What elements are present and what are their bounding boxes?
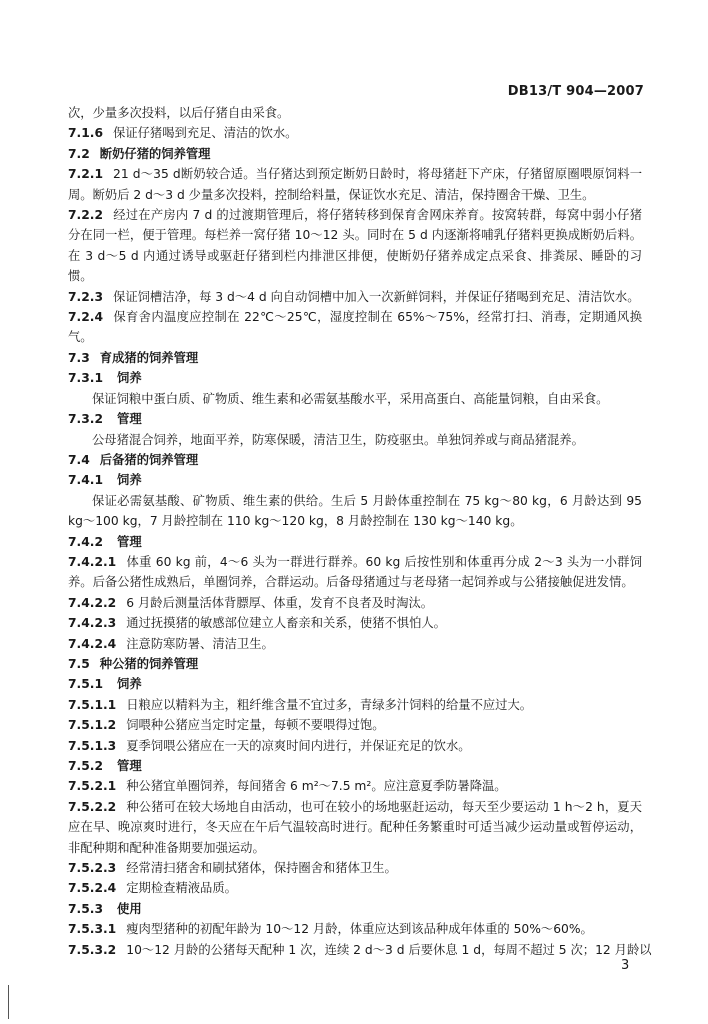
clause-number: 7.4.2.2 [68,595,117,610]
section-number: 7.3 [68,350,90,365]
subsection-number: 7.5.1 [68,677,104,692]
clause-7-2-3 [68,287,642,307]
paragraph: 保证饲粮中蛋白质、矿物质、维生素和必需氨基酸水平，采用高蛋白、高能量饲粮，自由采食。 [92,391,609,406]
clause-text: 夏季饲喂公猪应在一天的凉爽时间内进行，并保证充足的饮水。 [126,738,471,753]
clause-text: 6 月龄后测量活体背膘厚、体重，发育不良者及时淘汰。 [126,595,434,610]
clause-text: 体重 60 kg 前，4～6 头为一群进行群养。60 kg 后按性别和体重再分成 2～3 头为一小群饲养。后备公猪性成熟后，单圈饲养，合群运动。后备母猪通过与老母猪一起饲养或与公猪接触促进发情。 [68,554,642,590]
clause-text: 保证仔猪喝到充足、清洁的饮水。 [113,126,298,141]
clause-number: 7.4.2.1 [68,554,117,569]
subsection-number: 7.4.1 [68,473,104,488]
subsection-heading-7-5-1 [68,674,642,694]
section-number: 7.2 [68,146,90,161]
clause-number: 7.2.2 [68,208,104,223]
subsection-number: 7.3.2 [68,412,104,427]
clause-text: 保育舍内温度应控制在 22℃～25℃，湿度控制在 65%～75%，经常打扫、消毒，定期通风换气。 [68,310,642,345]
subsection-title: 饲养 [117,371,142,386]
clause-number: 7.5.1.3 [68,738,117,753]
clause-7-4-2-4 [68,634,642,654]
subsection-number: 7.5.2 [68,759,104,773]
clause-number: 7.5.3.2 [68,942,117,957]
subsection-heading-7-4-1 [68,470,642,490]
clause-text: 种公猪可在较大场地自由活动，也可在较小的场地驱赶运动，每天至少要运动 1 h～2 h，夏天应在早、晚凉爽时进行，冬天应在午后气温较高时进行。配种任务繁重时可适当减少运动量或暂停运动，非配种期和配种准备期要加强运动。 [68,799,642,855]
clause-number: 7.2.4 [68,310,104,325]
clause-7-5-3-2 [68,940,652,960]
subsection-heading-7-5-2 [68,756,642,776]
subsection-heading-7-5-3 [68,899,642,919]
clause-7-5-1-1 [68,695,642,715]
clause-number: 7.5.3.1 [68,922,117,937]
clause-number: 7.4.2.4 [68,636,117,651]
section-title: 育成猪的饲养管理 [99,350,199,365]
section-heading-7-4 [68,450,642,470]
clause-7-2-2 [68,205,642,287]
clause-text: 经过在产房内 7 d 的过渡期管理后，将仔猪转移到保育舍网床养育。按窝转群，每窝中弱小仔猪分在同一栏，便于管理。每栏养一窝仔猪 10～12 头。同时在 5 d 内逐渐将哺乳仔猪料更换成断奶后料。在 3 d～5 d 内通过诱导或驱赶仔猪到栏内排泄区排便，使断奶仔猪养成定点采食、排粪尿、睡卧的习惯。 [68,208,642,284]
clause-7-2-4 [68,307,642,348]
clause-number: 7.5.2.3 [68,861,117,876]
clause-number: 7.1.6 [68,126,104,141]
document-code: DB13/T 904—2007 [507,84,644,99]
clause-text: 瘦肉型猪种的初配年龄为 10～12 月龄，体重应达到该品种成年体重的 50%～60%。 [126,922,593,937]
subsection-number: 7.3.1 [68,371,104,386]
paragraph: 保证必需氨基酸、矿物质、维生素的供给。生后 5 月龄体重控制在 75 kg～80 kg，6 月龄达到 95 kg～100 kg，7 月龄控制在 110 kg～120 kg，8 月龄控制在 130 kg～140 kg。 [68,493,642,529]
clause-number: 7.2.1 [68,167,104,182]
section-heading-7-3 [68,348,642,368]
clause-7-4-2-2 [68,593,642,613]
clause-text: 通过抚摸猪的敏感部位建立人畜亲和关系，使猪不惧怕人。 [126,616,446,631]
section-title: 断奶仔猪的饲养管理 [99,146,211,161]
clause-7-5-2-4 [68,878,642,898]
clause-7-1-6 [68,123,642,143]
clause-7-2-1 [68,164,642,205]
clause-number: 7.4.2.3 [68,616,117,631]
section-title: 种公猪的饲养管理 [99,656,199,671]
clause-number: 7.5.2.2 [68,799,117,814]
clause-text: 种公猪宜单圈饲养，每间猪舍 6 m²～7.5 m²。应注意夏季防暑降温。 [126,779,507,794]
subsection-heading-7-4-2 [68,532,642,552]
clause-7-5-3-1 [68,919,642,939]
subsection-title: 使用 [117,901,142,916]
clause-7-5-2-3 [68,858,642,878]
subsection-heading-7-3-2 [68,409,642,429]
clause-text: 经常清扫猪舍和刷拭猪体，保持圈舍和猪体卫生。 [126,861,397,876]
clause-text: 保证饲槽洁净，每 3 d～4 d 向自动饲槽中加入一次新鲜饲料，并保证仔猪喝到充足、清洁饮水。 [113,289,640,304]
document-body [68,103,652,960]
subsection-title: 饲养 [117,473,142,488]
subsection-title: 管理 [117,759,142,773]
clause-7-5-1-3 [68,736,642,756]
section-number: 7.5 [68,656,90,671]
section-heading-7-5 [68,654,642,674]
clause-text: 10～12 月龄的公猪每天配种 1 次，连续 2 d～3 d 后要休息 1 d，每周不超过 5 次；12 月龄以 [126,942,652,957]
paragraph: 次，少量多次投料，以后仔猪自由采食。 [68,106,290,120]
clause-text: 定期检查精液品质。 [126,881,237,896]
paragraph: 公母猪混合饲养，地面平养，防寒保暖，清洁卫生，防疫驱虫。单独饲养或与商品猪混养。 [92,432,584,447]
clause-number: 7.2.3 [68,289,104,304]
clause-7-5-2-1 [68,776,642,796]
subsection-title: 管理 [117,412,142,427]
clause-text: 日粮应以精料为主，粗纤维含量不宜过多，青绿多汁饲料的给量不应过大。 [126,697,533,712]
clause-text: 饲喂种公猪应当定时定量，每顿不要喂得过饱。 [126,718,385,733]
clause-text: 注意防寒防暑、清洁卫生。 [126,636,274,651]
clause-7-5-1-2 [68,715,642,735]
section-number: 7.4 [68,452,90,467]
clause-7-4-2-3 [68,613,642,633]
clause-number: 7.5.1.2 [68,718,117,733]
subsection-number: 7.4.2 [68,534,104,549]
page-number: 3 [621,958,630,973]
subsection-heading-7-3-1 [68,368,642,388]
subsection-title: 饲养 [117,677,142,692]
clause-7-4-2-1 [68,552,642,593]
clause-number: 7.5.2.4 [68,881,117,896]
clause-number: 7.5.2.1 [68,779,117,794]
clause-7-5-2-2 [68,797,642,858]
section-heading-7-2 [68,144,642,164]
clause-text: 21 d～35 d断奶较合适。当仔猪达到预定断奶日龄时，将母猪赶下产床，仔猪留原圈喂原饲料一周。断奶后 2 d～3 d 少量多次投料，控制给料量，保证饮水充足、清洁，保持圈舍干燥、卫生。 [68,167,642,202]
subsection-title: 管理 [117,534,142,549]
scan-edge-mark [8,985,9,1019]
section-title: 后备猪的饲养管理 [99,452,199,467]
clause-number: 7.5.1.1 [68,697,117,712]
subsection-number: 7.5.3 [68,901,104,916]
